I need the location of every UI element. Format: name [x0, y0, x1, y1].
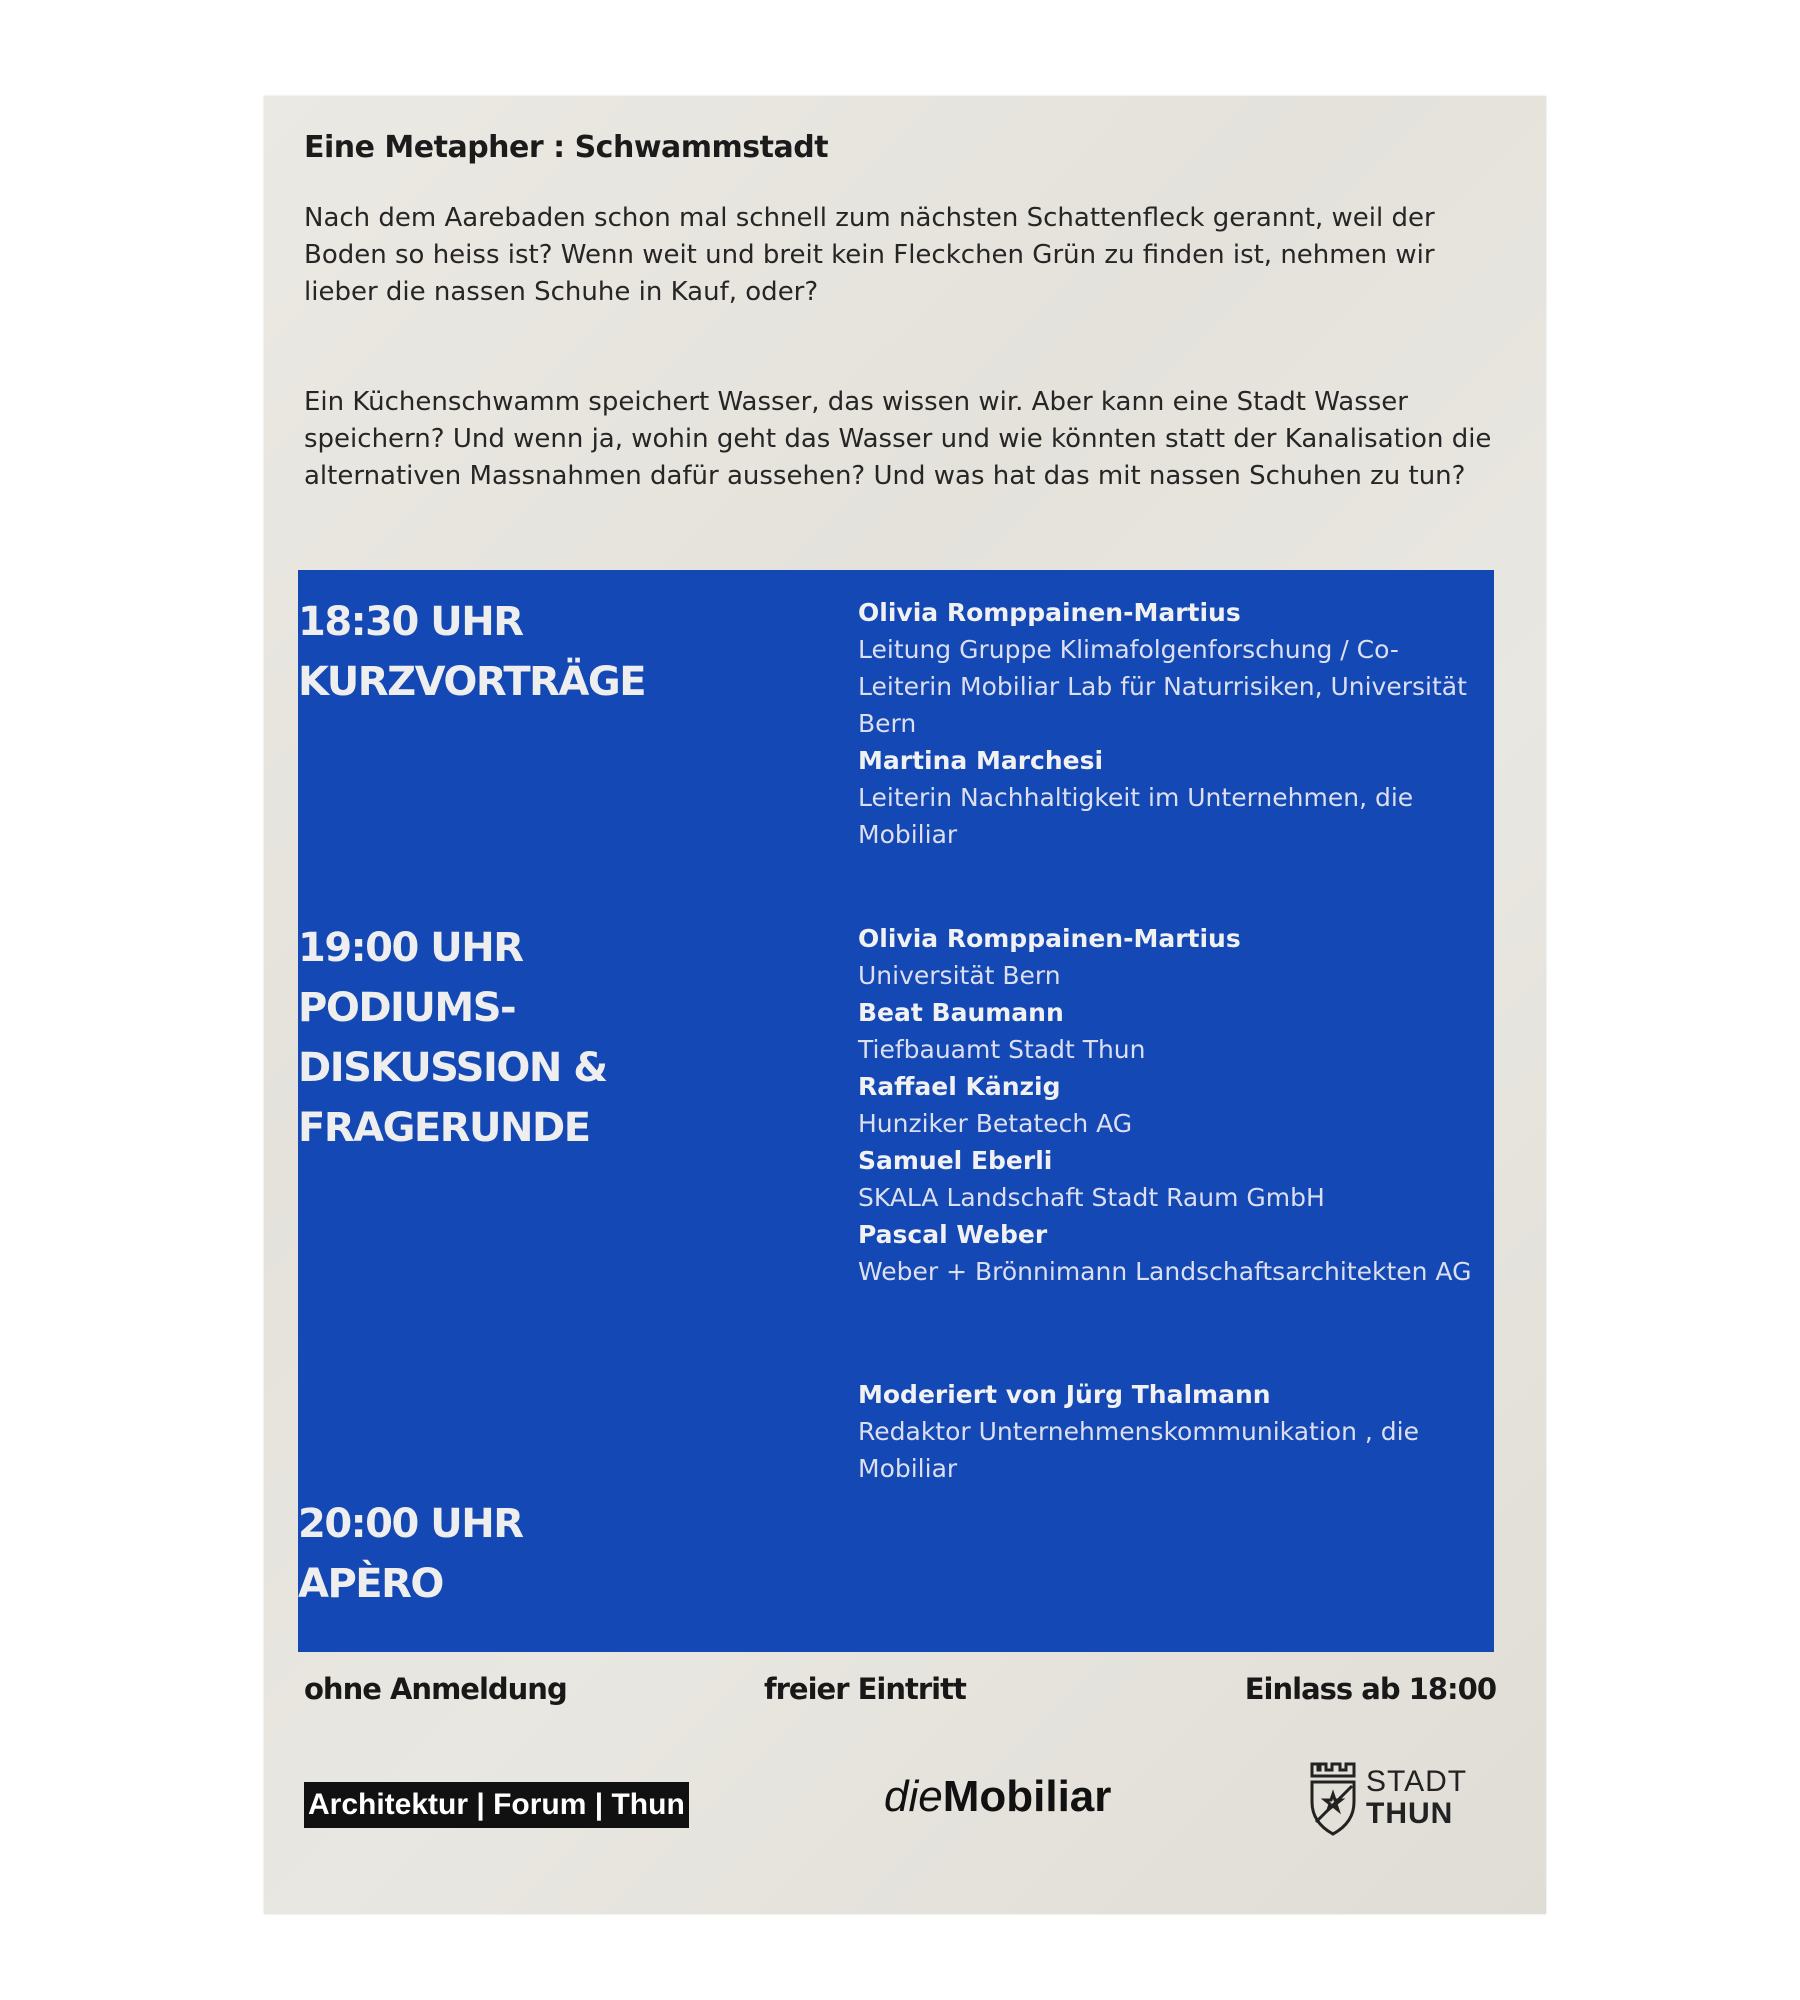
poster: [264, 96, 1546, 1914]
speaker-role: Leiterin Nachhaltigkeit im Unternehmen, die Mobiliar: [858, 783, 1414, 849]
program-block-1-time: 18:30 UHR: [298, 599, 523, 645]
speaker-name: Beat Baumann: [858, 998, 1064, 1027]
program-block-2-label-line: DISKUSSION &: [298, 1045, 607, 1091]
program-block-1-heading: [298, 592, 818, 712]
moderator-name: Moderiert von Jürg Thalmann: [858, 1380, 1271, 1409]
die-mobiliar-logo: [884, 1772, 1111, 1822]
speaker-name: Martina Marchesi: [858, 746, 1104, 775]
moderator-role: Redaktor Unternehmenskommunikation , die Mobiliar: [858, 1417, 1419, 1483]
thun-logo-text: [1366, 1766, 1467, 1830]
logo-thun-text: THUN: [1366, 1797, 1454, 1830]
moderator: [858, 1376, 1478, 1487]
program-block-3-time: 20:00 UHR: [298, 1501, 523, 1547]
logo-mobiliar-text: Mobiliar: [942, 1772, 1112, 1821]
program-block-2-heading: [298, 918, 818, 1158]
logo-stadt-text: STADT: [1366, 1765, 1468, 1798]
speaker-name: Raffael Känzig: [858, 1072, 1061, 1101]
footer-doors: Einlass ab 18:00: [1244, 1672, 1496, 1706]
program-block-1-label: KURZVORTRÄGE: [298, 659, 646, 705]
speaker-role: Universität Bern: [858, 961, 1061, 990]
program-panel: [298, 570, 1494, 1652]
program-block-3-label: APÈRO: [298, 1561, 443, 1607]
program-block-2-speakers: [858, 920, 1478, 1290]
speaker-role: SKALA Landschaft Stadt Raum GmbH: [858, 1183, 1325, 1212]
speaker-role: Hunziker Betatech AG: [858, 1109, 1133, 1138]
poster-title: Eine Metapher : Schwammstadt: [304, 130, 829, 165]
speaker-name: Pascal Weber: [858, 1220, 1048, 1249]
program-block-2-label-line: PODIUMS-: [298, 985, 516, 1031]
program-block-1-speakers: [858, 594, 1478, 853]
logo-die-text: die: [884, 1772, 943, 1821]
speaker-role: Tiefbauamt Stadt Thun: [858, 1035, 1146, 1064]
program-block-2-label-line: FRAGERUNDE: [298, 1105, 590, 1151]
speaker-role: Leitung Gruppe Klimafolgenforschung / Co-Leiterin Mobiliar Lab für Naturrisiken, Universität Bern: [858, 635, 1467, 738]
program-block-3-heading: [298, 1494, 818, 1614]
intro-paragraph-1: Nach dem Aarebaden schon mal schnell zum nächsten Schattenfleck gerannt, weil der Boden so heiss ist? Wenn weit und breit kein Fleckchen Grün zu finden ist, nehmen wir lieber die nassen Schuhe in Kauf, oder?: [304, 203, 1435, 307]
footer-registration: ohne Anmeldung: [304, 1672, 567, 1706]
intro-paragraph-2: Ein Küchenschwamm speichert Wasser, das wissen wir. Aber kann eine Stadt Wasser speichern? Und wenn ja, wohin geht das Wasser und wie könnten statt der Kanalisation die alternativen Massnahmen dafür aussehen? Und was hat das mit nassen Schuhen zu tun?: [304, 387, 1492, 491]
program-block-2-time: 19:00 UHR: [298, 925, 523, 971]
speaker-role: Weber + Brönnimann Landschaftsarchitekten AG: [858, 1257, 1472, 1286]
speaker-name: Samuel Eberli: [858, 1146, 1053, 1175]
thun-coat-of-arms-icon: [1306, 1760, 1360, 1838]
stadt-thun-logo: [1306, 1760, 1476, 1838]
footer-entry: freier Eintritt: [764, 1672, 966, 1706]
speaker-name: Olivia Romppainen-Martius: [858, 924, 1241, 953]
architektur-forum-thun-logo: Architektur | Forum | Thun: [304, 1782, 689, 1828]
speaker-name: Olivia Romppainen-Martius: [858, 598, 1241, 627]
